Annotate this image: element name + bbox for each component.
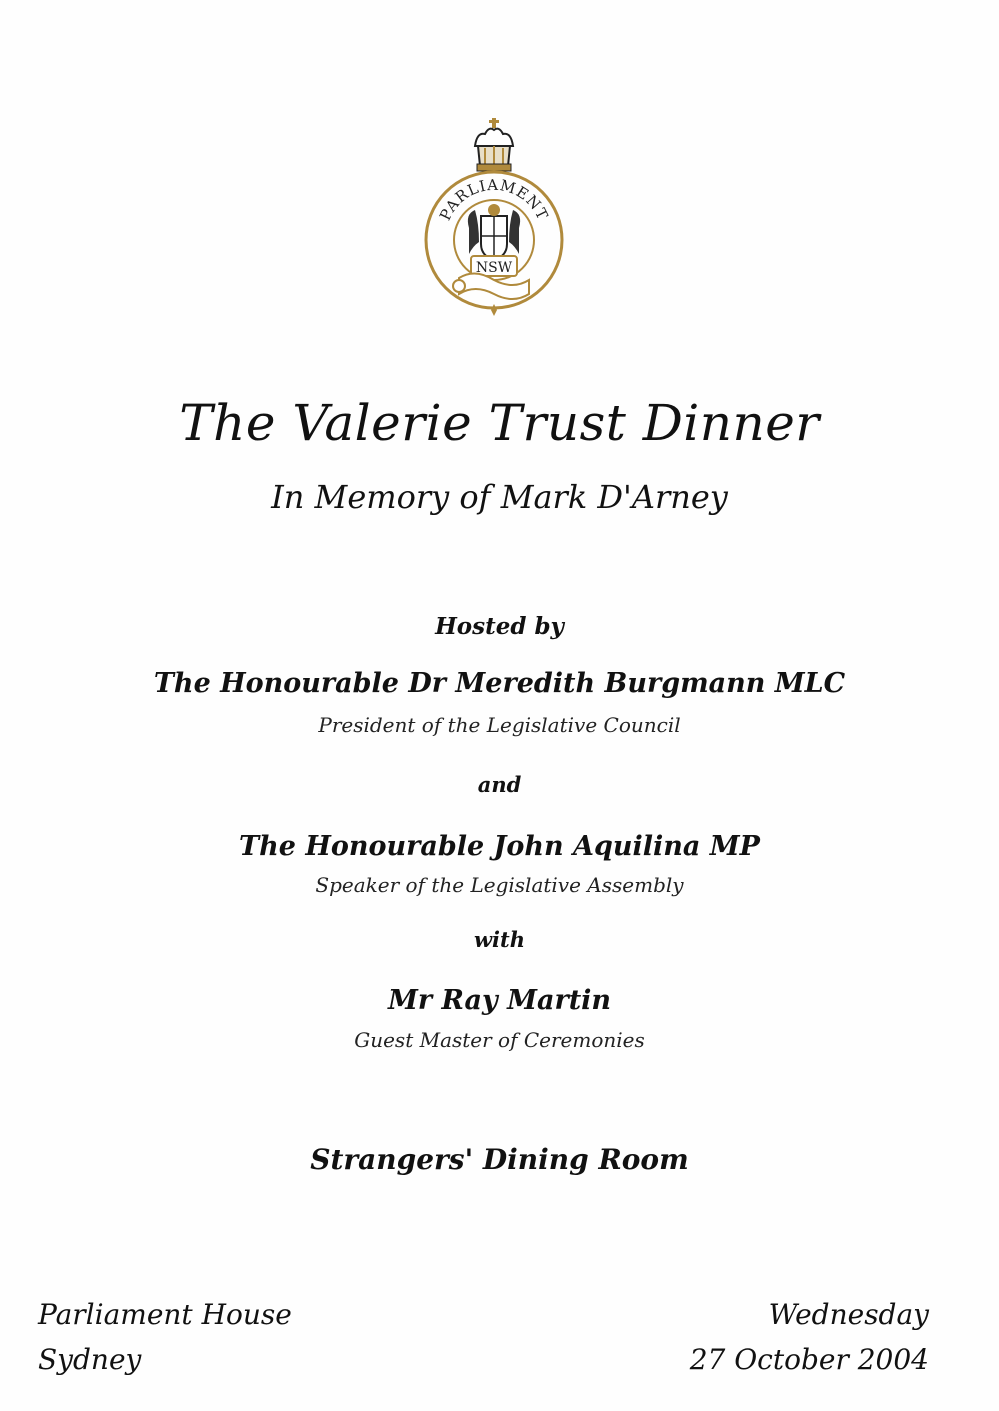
scroll-icon bbox=[453, 273, 529, 299]
parliament-nsw-crest bbox=[413, 118, 575, 318]
event-title: The Valerie Trust Dinner bbox=[179, 394, 820, 452]
conjunction-and: and bbox=[477, 772, 522, 797]
crest-base-text: NSW bbox=[475, 260, 513, 276]
host-name-2: The Honourable John Aquilina MP bbox=[239, 831, 760, 862]
host-name-1: The Honourable Dr Meredith Burgmann MLC bbox=[153, 668, 846, 699]
host-role-3: Guest Master of Ceremonies bbox=[354, 1028, 645, 1052]
coat-of-arms-icon bbox=[468, 204, 520, 260]
crown-icon bbox=[475, 118, 513, 171]
footer-location bbox=[38, 1292, 292, 1382]
location-line-1: Parliament House bbox=[38, 1298, 292, 1331]
date-line-2: 27 October 2004 bbox=[689, 1343, 929, 1376]
hosted-by-label: Hosted by bbox=[435, 613, 564, 640]
host-role-1: President of the Legislative Council bbox=[318, 713, 681, 737]
event-subtitle: In Memory of Mark D'Arney bbox=[271, 478, 728, 516]
date-line-1: Wednesday bbox=[768, 1298, 929, 1331]
location-line-2: Sydney bbox=[38, 1343, 142, 1376]
conjunction-with: with bbox=[473, 927, 526, 952]
host-name-3: Mr Ray Martin bbox=[387, 985, 612, 1016]
waratah-icon bbox=[491, 304, 497, 316]
footer-date bbox=[690, 1292, 929, 1382]
venue-name: Strangers' Dining Room bbox=[310, 1143, 689, 1176]
host-role-2: Speaker of the Legislative Assembly bbox=[315, 873, 684, 897]
crest-ring-text: PARLIAMENT bbox=[436, 175, 552, 224]
